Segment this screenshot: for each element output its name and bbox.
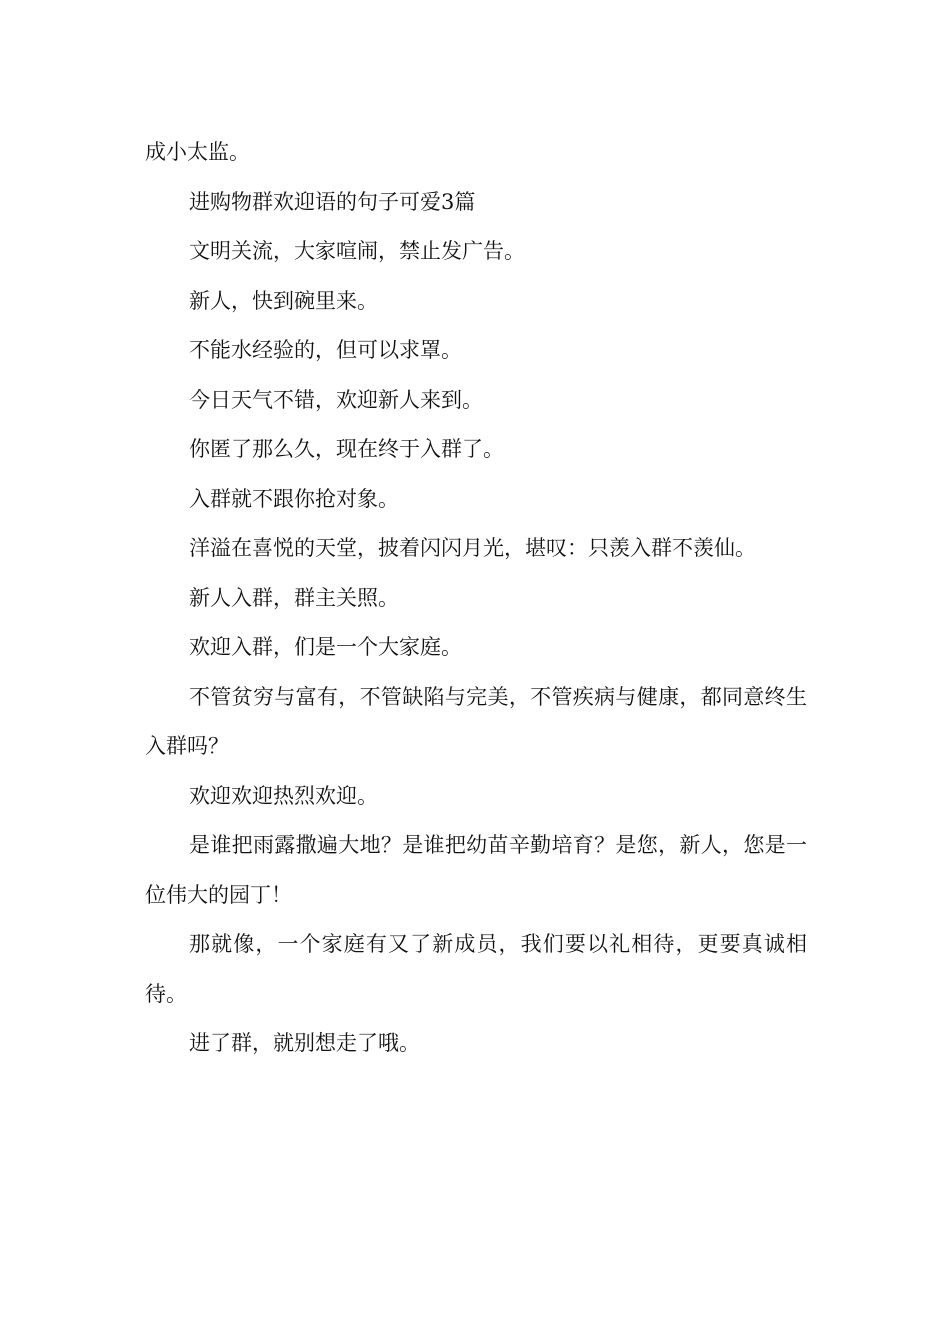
paragraph: 新人入群，群主关照。 [189,585,399,610]
paragraph: 欢迎入群，们是一个大家庭。 [189,635,462,659]
paragraph: 是谁把雨露撒遍大地？是谁把幼苗辛勤培育？是您，新人，您是一位伟大的园丁！ [145,833,807,907]
paragraph: 不能水经验的，但可以求罩。 [189,338,462,362]
paragraph: 入群就不跟你抢对象。 [189,486,399,511]
paragraph: 新人，快到碗里来。 [189,288,378,313]
paragraph: 你匿了那么久，现在终于入群了。 [189,437,504,461]
paragraph: 今日天气不错，欢迎新人来到。 [189,387,483,412]
document-body [145,128,807,1069]
paragraph: 欢迎欢迎热烈欢迎。 [189,783,378,808]
paragraph: 洋溢在喜悦的天堂，披着闪闪月光，堪叹：只羡入群不羡仙。 [189,536,756,560]
paragraph: 那就像，一个家庭有又了新成员，我们要以礼相待，更要真诚相待。 [145,932,807,1006]
paragraph: 进了群，就别想走了哦。 [189,1031,420,1055]
section-heading: 进购物群欢迎语的句子可爱3篇 [189,189,476,214]
paragraph: 不管贫穷与富有，不管缺陷与完美，不管疾病与健康，都同意终生入群吗？ [145,684,807,758]
paragraph: 成小太监。 [145,140,250,164]
paragraph: 文明关流，大家喧闹，禁止发广告。 [189,239,525,263]
